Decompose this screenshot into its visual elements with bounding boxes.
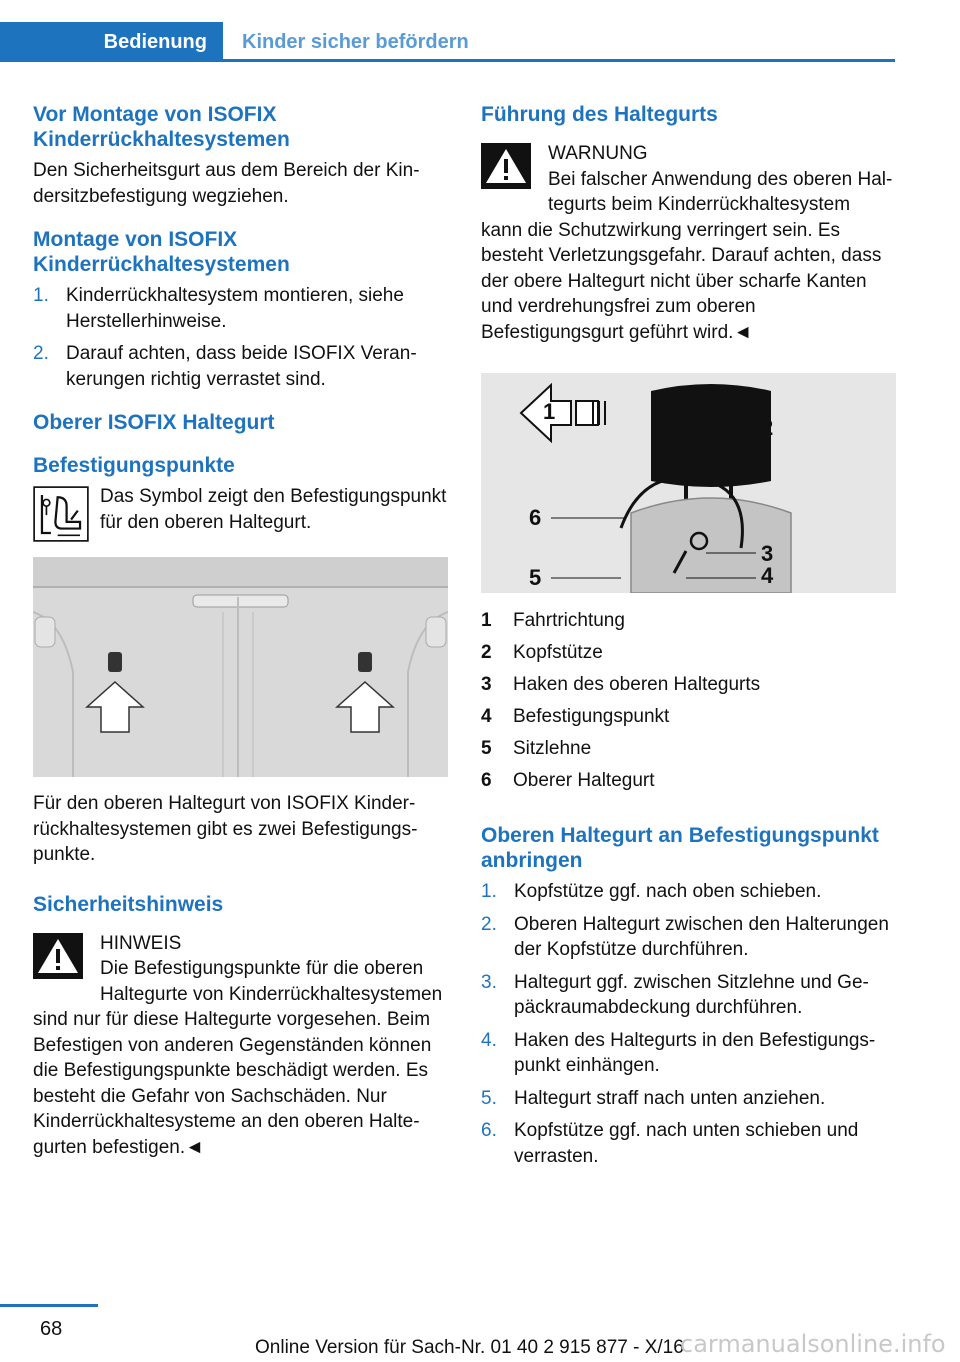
steps-montage bbox=[33, 283, 448, 392]
legend-row: 2 Kopfstütze bbox=[481, 642, 603, 663]
legend-row: 5 Sitzlehne bbox=[481, 738, 592, 759]
list-item: 1. Kopfstütze ggf. nach oben schieben. bbox=[481, 881, 822, 902]
figure-label-1: 1 bbox=[543, 399, 556, 424]
isofix-anchor-symbol-icon bbox=[33, 486, 89, 542]
watermark: carmanualsonline.info bbox=[680, 1330, 946, 1358]
section-title-vor-montage: Vor Montage von ISOFIX Kinderrückhaltesystemen bbox=[33, 103, 290, 151]
right-column bbox=[481, 102, 896, 1176]
left-column bbox=[33, 102, 448, 1160]
list-item: 2. Darauf achten, dass beide ISOFIX Verankerungen richtig verrastet sind. bbox=[33, 343, 417, 390]
section-title-anbringen: Oberen Haltegurt an Befestigungspunkt anbringen bbox=[481, 824, 879, 872]
anchor-points-text: Für den oberen Haltegurt von ISOFIX Kinderrückhaltesystemen gibt es zwei Befestigungspunkte. bbox=[33, 793, 418, 865]
section-title-fuehrung: Führung des Haltegurts bbox=[481, 103, 718, 126]
legend-row: 3 Haken des oberen Haltegurts bbox=[481, 674, 761, 695]
list-item: 3. Haltegurt ggf. zwischen Sitzlehne und Gepäckraumabdeckung durchführen. bbox=[481, 971, 869, 1018]
legend-row: 6 Oberer Haltegurt bbox=[481, 770, 655, 791]
headrest-illustration bbox=[481, 373, 896, 593]
steps-anbringen bbox=[481, 879, 896, 1169]
trunk-anchor-illustration bbox=[33, 557, 448, 777]
footer-rule bbox=[0, 1304, 98, 1307]
section-title-befestigungspunkte: Befestigungspunkte bbox=[33, 454, 235, 477]
list-item: 2. Oberen Haltegurt zwischen den Halterungen der Kopfstütze durchführen. bbox=[481, 913, 889, 960]
figure-label-6: 6 bbox=[529, 505, 542, 530]
legend-row: 1 Fahrtrichtung bbox=[481, 610, 625, 631]
page-number: 68 bbox=[40, 1318, 63, 1340]
header-rule bbox=[0, 59, 895, 62]
tab-kinder-sicher-befoerdern[interactable]: Kinder sicher befördern bbox=[242, 30, 469, 53]
warning-triangle-icon bbox=[481, 143, 531, 189]
warning-triangle-icon bbox=[33, 933, 83, 979]
trunk-anchor-photo bbox=[33, 557, 448, 777]
hinweis-notice: HINWEIS Die Befestigungspunkte für die oberen Haltegurte von Kinderrückhaltesystemen sind nur für diese Haltegurte vorgesehen. Beim Befestigen von anderen Gegenständen können die Befestigungspunkte beschädigt werden. Es besteht die Gefahr von Sachschäden. Nur Kinderrückhaltesysteme an den oberen Haltegurten befestigen.◄ bbox=[33, 932, 443, 1158]
section-text-vor-montage: Den Sicherheitsgurt aus dem Bereich der Kindersitzbefestigung wegziehen. bbox=[33, 160, 420, 207]
headrest-figure bbox=[481, 373, 896, 593]
legend-row: 4 Befestigungspunkt bbox=[481, 706, 670, 727]
footer-version: Online Version für Sach-Nr. 01 40 2 915 877 - X/16 bbox=[255, 1337, 684, 1358]
symbol-notice: Das Symbol zeigt den Befestigungspunkt für den oberen Haltegurt. bbox=[33, 484, 448, 535]
figure-label-3: 3 bbox=[761, 541, 774, 566]
tab-bedienung[interactable]: Bedienung bbox=[0, 22, 223, 62]
warnung-notice: WARNUNG Bei falscher Anwendung des oberen Haltegurts beim Kinderrückhaltesystem kann die Schutzwirkung verringert sein. Es besteht Verletzungsgefahr. Darauf achten, dass der obere Haltegurt nicht über scharfe Kanten und verdrehungsfrei zum oberen Befestigungsgurt geführt wird.◄ bbox=[481, 143, 893, 343]
list-item: 1. Kinderrückhaltesystem montieren, siehe Herstellerhinweise. bbox=[33, 285, 404, 332]
section-title-montage: Montage von ISOFIX Kinderrückhaltesystemen bbox=[33, 228, 290, 276]
figure-label-4: 4 bbox=[761, 563, 774, 588]
list-item: 4. Haken des Haltegurts in den Befestigungspunkt einhängen. bbox=[481, 1029, 876, 1076]
section-title-oberer-haltegurt: Oberer ISOFIX Haltegurt bbox=[33, 411, 275, 434]
list-item: 5. Haltegurt straff nach unten anziehen. bbox=[481, 1087, 826, 1109]
figure-label-2: 2 bbox=[761, 415, 774, 440]
figure-label-5: 5 bbox=[529, 565, 542, 590]
list-item: 6. Kopfstütze ggf. nach unten schieben und verrasten. bbox=[481, 1120, 859, 1167]
figure-legend bbox=[481, 605, 896, 797]
page-header bbox=[0, 22, 895, 62]
section-title-sicherheitshinweis: Sicherheitshinweis bbox=[33, 892, 224, 916]
